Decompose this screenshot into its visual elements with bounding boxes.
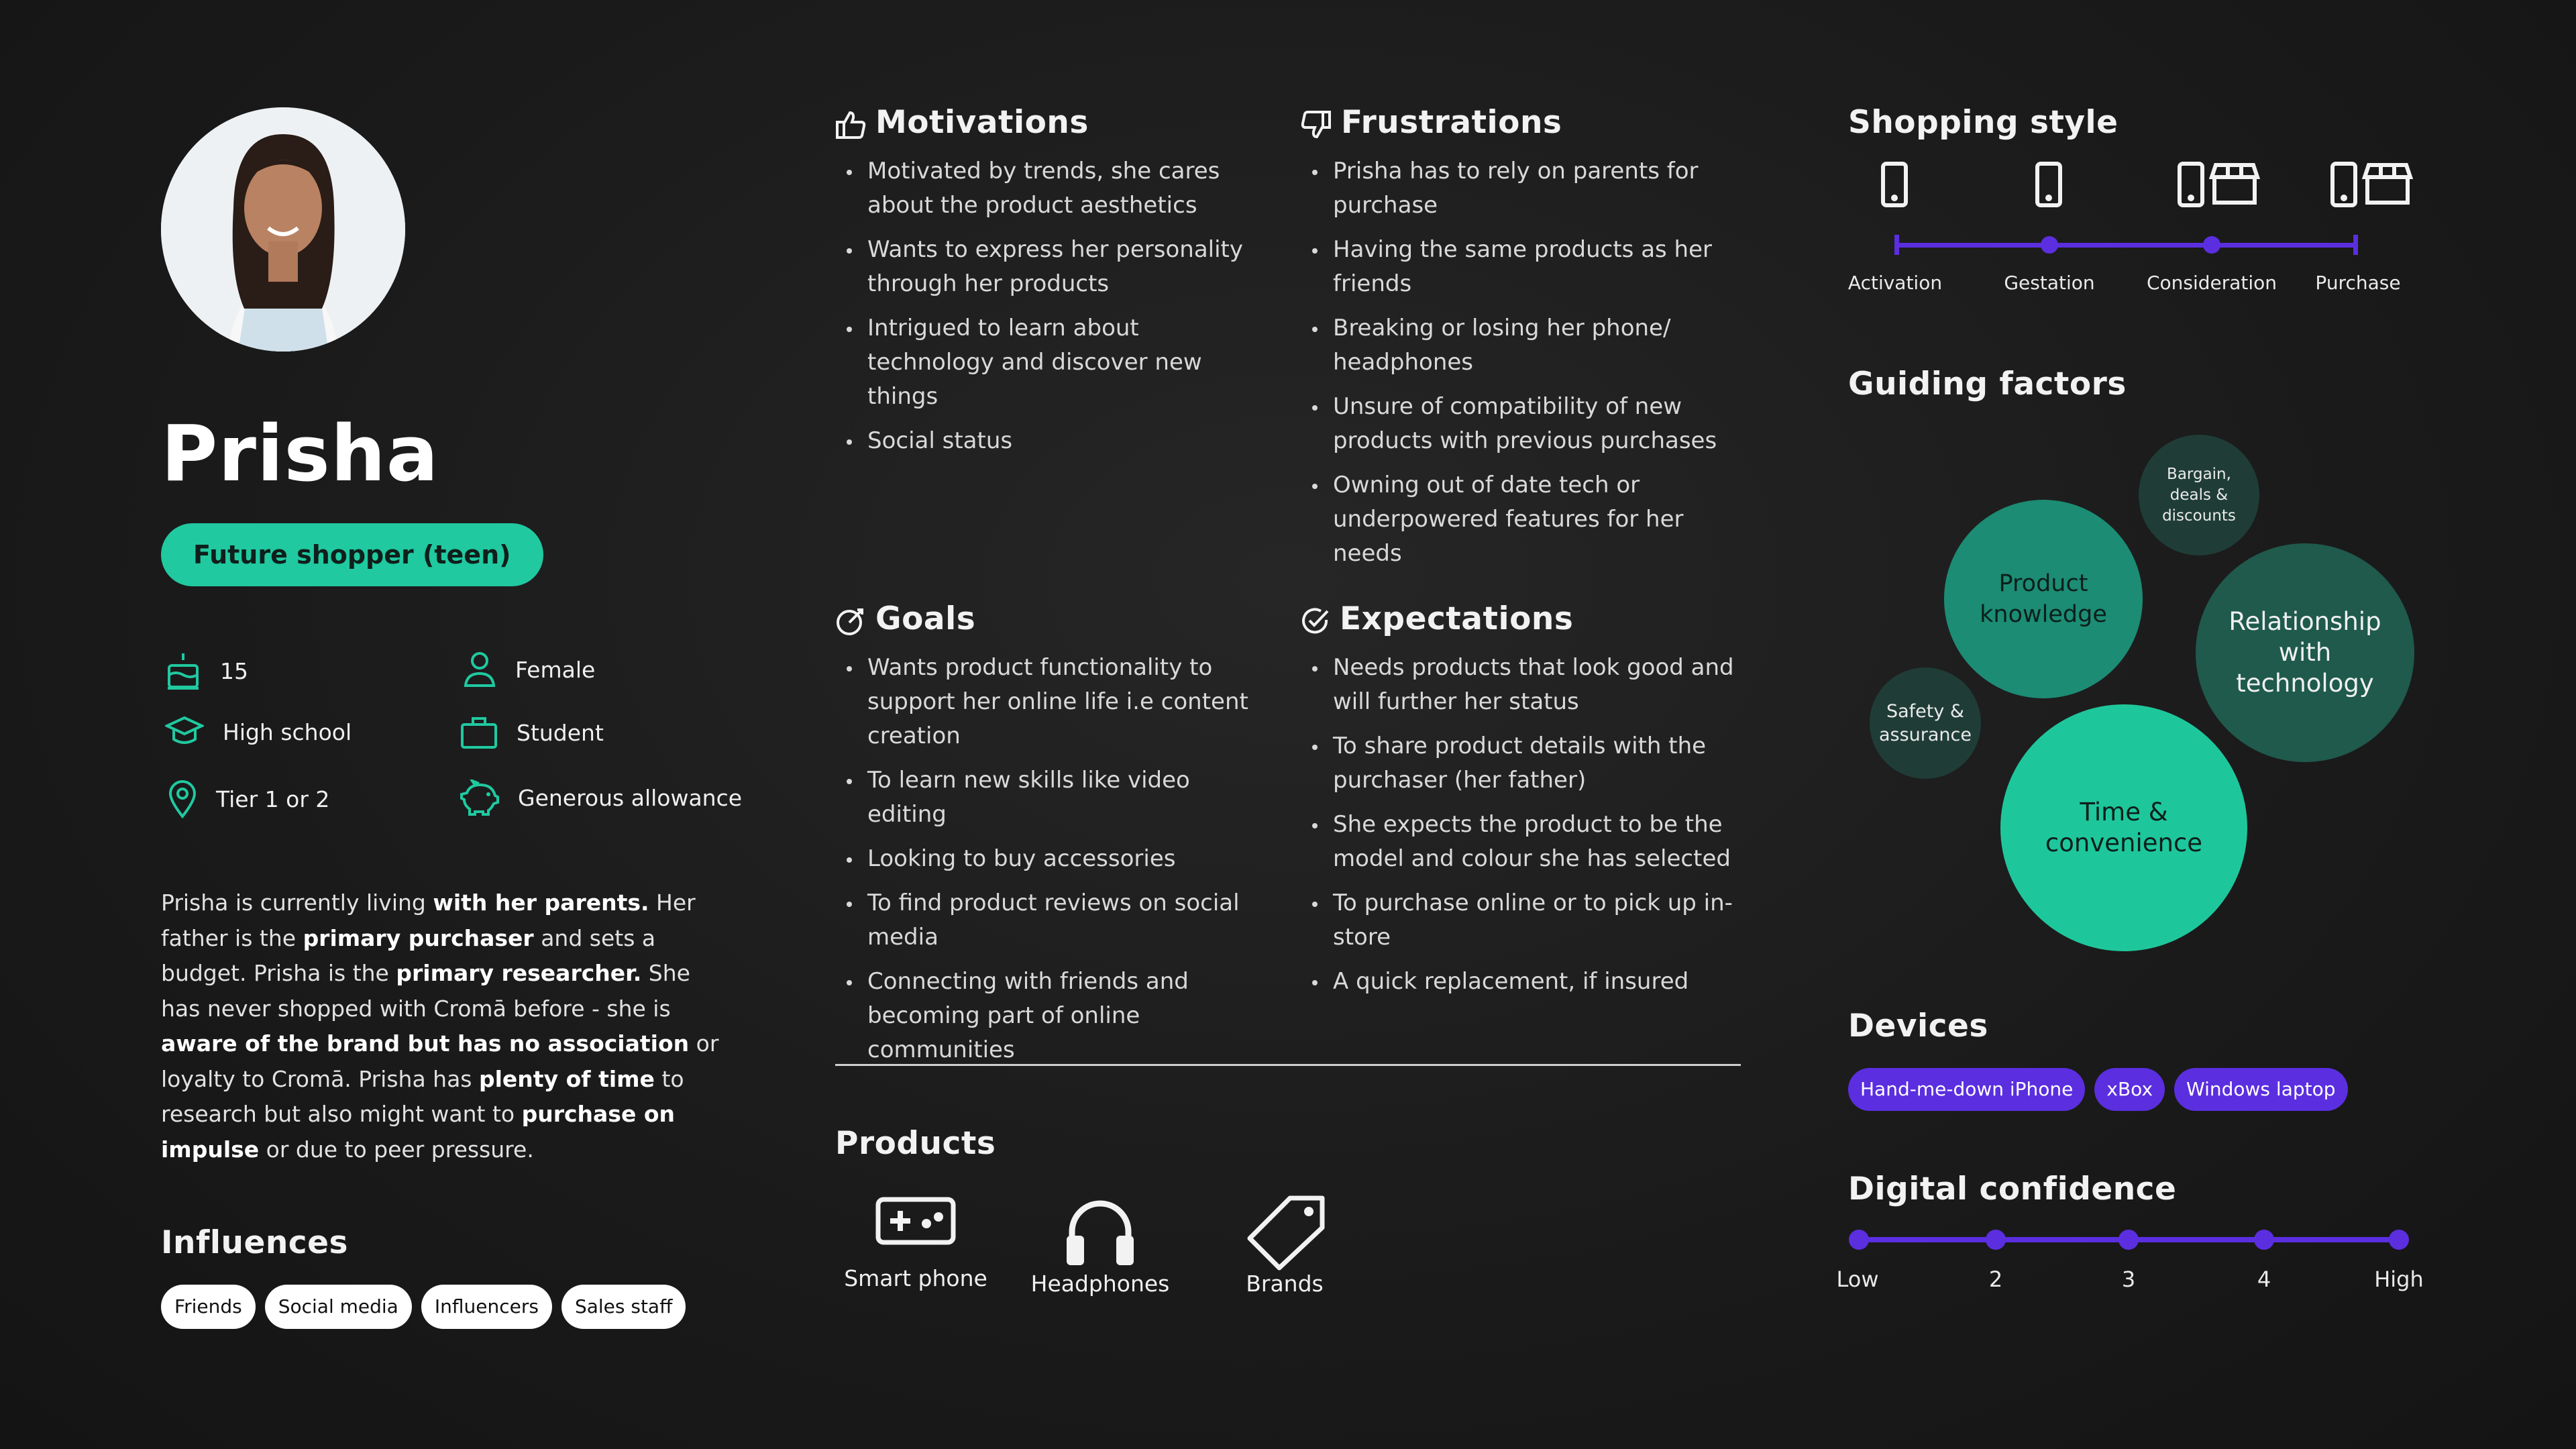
list-item: Unsure of compatibility of new products with previous purchases bbox=[1301, 390, 1737, 458]
bio-emphasis: plenty of time bbox=[478, 1065, 655, 1092]
list-item: Breaking or losing her phone/ headphones bbox=[1301, 311, 1737, 380]
bio-emphasis: with her parents. bbox=[433, 890, 649, 916]
bio-text: She has never shopped with Cromā before - she is bbox=[161, 960, 690, 1022]
frustrations-title: Frustrations bbox=[1341, 104, 1562, 141]
bubble-time bbox=[2000, 704, 2247, 951]
timeline-end-cap bbox=[2353, 235, 2358, 255]
list-item: She expects the product to be the model and colour she has selected bbox=[1301, 808, 1737, 876]
phone-icon bbox=[2332, 164, 2355, 205]
bio-emphasis: primary researcher. bbox=[396, 960, 642, 986]
occupation-value: Student bbox=[517, 719, 604, 746]
bio-text: Her father is the bbox=[161, 890, 696, 951]
graduation-cap-icon bbox=[165, 715, 204, 749]
bubble-bargain bbox=[2139, 435, 2259, 555]
motivations-heading bbox=[835, 104, 1271, 141]
persona-name: Prisha bbox=[161, 409, 439, 499]
influence-pill: Influencers bbox=[421, 1285, 552, 1329]
timeline-node bbox=[2203, 236, 2220, 254]
goals-section bbox=[835, 600, 1271, 1077]
timeline-track bbox=[1896, 243, 2356, 248]
bubble-label: Product knowledge bbox=[1980, 570, 2107, 628]
device-pill: xBox bbox=[2094, 1068, 2165, 1111]
location-stat bbox=[168, 780, 329, 818]
gender-value: Female bbox=[515, 656, 596, 683]
influences-title: Influences bbox=[161, 1224, 349, 1261]
age-value: 15 bbox=[220, 657, 248, 684]
bubble-label: Relationship with technology bbox=[2229, 607, 2381, 698]
bio-emphasis: primary purchaser bbox=[303, 924, 534, 951]
expectations-heading bbox=[1301, 600, 1737, 637]
motivations-title: Motivations bbox=[875, 104, 1089, 141]
bubble-product-knowledge bbox=[1944, 500, 2143, 698]
location-pin-icon bbox=[168, 780, 197, 818]
briefcase-icon bbox=[460, 715, 498, 750]
bubble-label: Bargain, deals & discounts bbox=[2162, 465, 2236, 525]
stage-label: Activation bbox=[1847, 272, 1943, 294]
education-value: High school bbox=[223, 718, 352, 745]
devices-list bbox=[1848, 1068, 2357, 1111]
scale-label: 4 bbox=[2257, 1267, 2271, 1292]
device-pill: Windows laptop bbox=[2174, 1068, 2347, 1111]
expectations-title: Expectations bbox=[1340, 600, 1574, 637]
bio-emphasis: purchase on impulse bbox=[161, 1101, 675, 1163]
phone-icon bbox=[1883, 164, 1906, 205]
section-divider bbox=[835, 1064, 1741, 1066]
device-pill: Hand-me-down iPhone bbox=[1848, 1068, 2085, 1111]
scale-node bbox=[2118, 1230, 2139, 1250]
persona-bio bbox=[161, 885, 731, 1167]
digital-confidence-scale bbox=[1836, 1221, 2438, 1301]
scale-node bbox=[2254, 1230, 2274, 1250]
age-stat bbox=[165, 651, 248, 691]
cake-icon bbox=[165, 651, 201, 691]
income-value: Generous allowance bbox=[518, 784, 743, 811]
list-item: Social status bbox=[835, 424, 1271, 458]
frustrations-heading bbox=[1301, 104, 1737, 141]
list-item: To learn new skills like video editing bbox=[835, 763, 1271, 832]
goals-heading bbox=[835, 600, 1271, 637]
education-stat bbox=[165, 715, 352, 749]
list-item: Owning out of date tech or underpowered features for her needs bbox=[1301, 468, 1737, 571]
stage-label: Gestation bbox=[2004, 272, 2095, 294]
gamepad-icon bbox=[874, 1194, 957, 1248]
stage-label: Consideration bbox=[2146, 272, 2277, 294]
list-item: Wants to express her personality through her products bbox=[835, 233, 1271, 301]
list-item: Having the same products as her friends bbox=[1301, 233, 1737, 301]
list-item: Prisha has to rely on parents for purchase bbox=[1301, 154, 1737, 223]
store-icon bbox=[2212, 165, 2257, 203]
influence-pill: Sales staff bbox=[561, 1285, 686, 1329]
frustrations-section bbox=[1301, 104, 1737, 581]
scale-label: 3 bbox=[2121, 1267, 2136, 1292]
list-item: Needs products that look good and will further her status bbox=[1301, 651, 1737, 719]
bio-emphasis: aware of the brand but has no association bbox=[161, 1030, 690, 1057]
persona-tag: Future shopper (teen) bbox=[161, 523, 543, 586]
timeline-node bbox=[2041, 236, 2058, 254]
person-icon bbox=[463, 651, 496, 688]
occupation-stat bbox=[460, 715, 604, 750]
product-smartphone bbox=[839, 1194, 993, 1291]
product-headphones bbox=[1023, 1194, 1177, 1297]
product-label: Smart phone bbox=[844, 1265, 987, 1291]
shopping-style-timeline bbox=[1848, 154, 2438, 315]
bio-text: or due to peer pressure. bbox=[259, 1136, 534, 1163]
scale-node bbox=[1849, 1230, 1869, 1250]
influences-list bbox=[161, 1285, 695, 1329]
timeline-start-cap bbox=[1894, 235, 1899, 255]
list-item: A quick replacement, if insured bbox=[1301, 965, 1737, 999]
goals-title: Goals bbox=[875, 600, 976, 637]
list-item: Motivated by trends, she cares about the product aesthetics bbox=[835, 154, 1271, 223]
product-label: Brands bbox=[1246, 1271, 1324, 1297]
digital-confidence-title: Digital confidence bbox=[1848, 1171, 2177, 1208]
income-stat bbox=[460, 780, 742, 816]
bubble-label: Safety & assurance bbox=[1878, 701, 1972, 745]
scale-node bbox=[1986, 1230, 2006, 1250]
stage-label: Purchase bbox=[2315, 272, 2401, 294]
bio-text: or loyalty to Cromā. Prisha has bbox=[161, 1030, 719, 1092]
guiding-factors-title: Guiding factors bbox=[1848, 366, 2127, 402]
list-item: Wants product functionality to support her online life i.e content creation bbox=[835, 651, 1271, 753]
scale-label: High bbox=[2374, 1267, 2424, 1292]
store-icon bbox=[2365, 165, 2410, 203]
bubble-label: Time & convenience bbox=[2045, 798, 2203, 857]
check-circle-icon bbox=[1301, 606, 1330, 636]
piggy-bank-icon bbox=[460, 780, 499, 816]
expectations-section bbox=[1301, 600, 1737, 1009]
thumbs-down-icon bbox=[1301, 110, 1332, 140]
list-item: To purchase online or to pick up in-store bbox=[1301, 886, 1737, 955]
target-icon bbox=[835, 606, 866, 637]
products-title: Products bbox=[835, 1125, 996, 1162]
bio-text: and sets a budget. Prisha is the bbox=[161, 924, 656, 986]
avatar bbox=[161, 107, 405, 352]
tag-icon bbox=[1243, 1194, 1326, 1271]
bubble-relationship bbox=[2196, 543, 2414, 762]
phone-icon bbox=[2180, 164, 2202, 205]
influence-pill: Friends bbox=[161, 1285, 256, 1329]
location-value: Tier 1 or 2 bbox=[216, 786, 330, 812]
list-item: Intrigued to learn about technology and discover new things bbox=[835, 311, 1271, 414]
scale-node bbox=[2389, 1230, 2409, 1250]
list-item: To share product details with the purchaser (her father) bbox=[1301, 729, 1737, 798]
gender-stat bbox=[463, 651, 595, 688]
list-item: To find product reviews on social media bbox=[835, 886, 1271, 955]
bio-text: Prisha is currently living bbox=[161, 890, 433, 916]
list-item: Connecting with friends and becoming part of online communities bbox=[835, 965, 1271, 1067]
scale-label: 2 bbox=[1988, 1267, 2003, 1292]
scale-label: Low bbox=[1836, 1267, 1879, 1292]
devices-title: Devices bbox=[1848, 1008, 1988, 1044]
shopping-style-title: Shopping style bbox=[1848, 104, 2118, 141]
product-brands bbox=[1208, 1194, 1362, 1297]
bio-text: to research but also might want to bbox=[161, 1065, 684, 1127]
product-label: Headphones bbox=[1030, 1271, 1170, 1297]
phone-icon bbox=[2037, 164, 2060, 205]
motivations-section bbox=[835, 104, 1271, 468]
thumbs-up-icon bbox=[835, 110, 866, 140]
headphones-icon bbox=[1063, 1194, 1138, 1268]
bubble-safety bbox=[1870, 667, 1981, 779]
list-item: Looking to buy accessories bbox=[835, 842, 1271, 876]
influence-pill: Social media bbox=[265, 1285, 412, 1329]
